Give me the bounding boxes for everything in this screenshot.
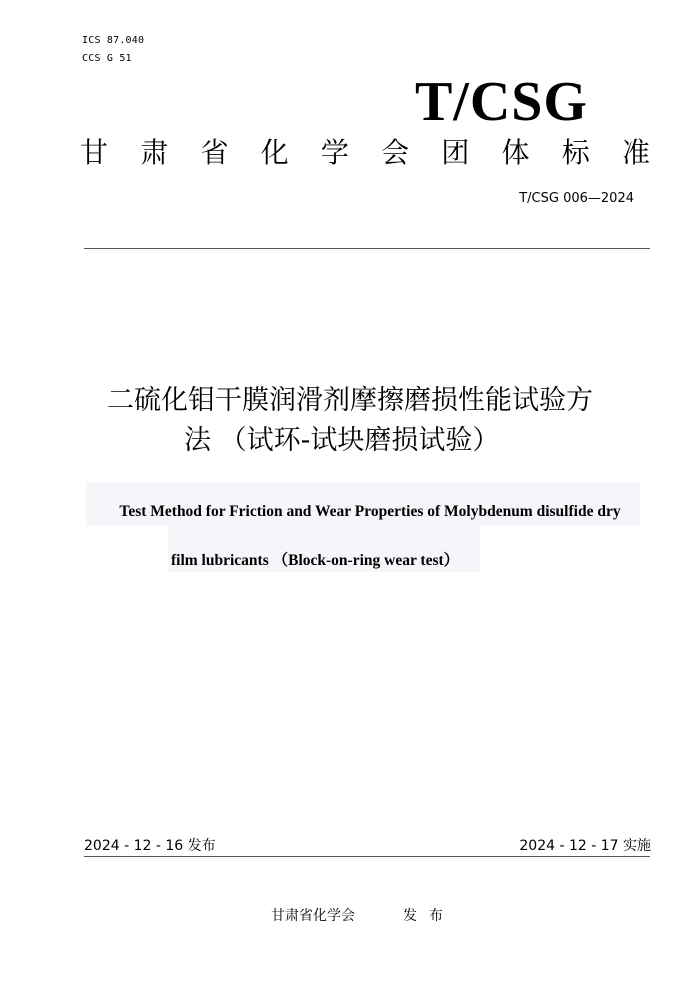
document-number: T/CSG 006—2024 — [519, 191, 634, 206]
standard-logo: T/CSG — [414, 71, 588, 133]
association-standard-title — [80, 136, 650, 170]
association-char: 准 — [621, 136, 650, 169]
ics-code: ICS 87.040 — [82, 35, 145, 46]
footer-divider — [84, 856, 650, 857]
implementation-date: 2024 - 12 - 17 实施 — [519, 838, 651, 854]
association-char: 肃 — [140, 136, 169, 169]
ccs-code: CCS G 51 — [82, 53, 132, 64]
header-divider — [84, 248, 650, 249]
association-char: 学 — [320, 136, 349, 169]
association-char: 化 — [260, 136, 289, 169]
chinese-title-line-1: 二硫化钼干膜润滑剂摩擦磨损性能试验方 — [107, 385, 593, 416]
association-char: 体 — [501, 136, 530, 169]
english-title-line-2: film lubricants （Block-on-ring wear test） — [171, 552, 460, 569]
chinese-title-line-2: 法 （试环-试块磨损试验） — [184, 425, 500, 456]
association-char: 甘 — [80, 136, 109, 169]
association-char: 标 — [561, 136, 590, 169]
english-title-line-1: Test Method for Friction and Wear Properties of Molybdenum disulfide dry — [119, 503, 621, 520]
publisher-name: 甘肃省化学会 — [271, 908, 355, 924]
association-char: 会 — [381, 136, 410, 169]
association-char: 省 — [200, 136, 229, 169]
publish-label: 发布 — [403, 908, 455, 924]
publish-date: 2024 - 12 - 16 发布 — [84, 838, 216, 854]
association-char: 团 — [441, 136, 470, 169]
